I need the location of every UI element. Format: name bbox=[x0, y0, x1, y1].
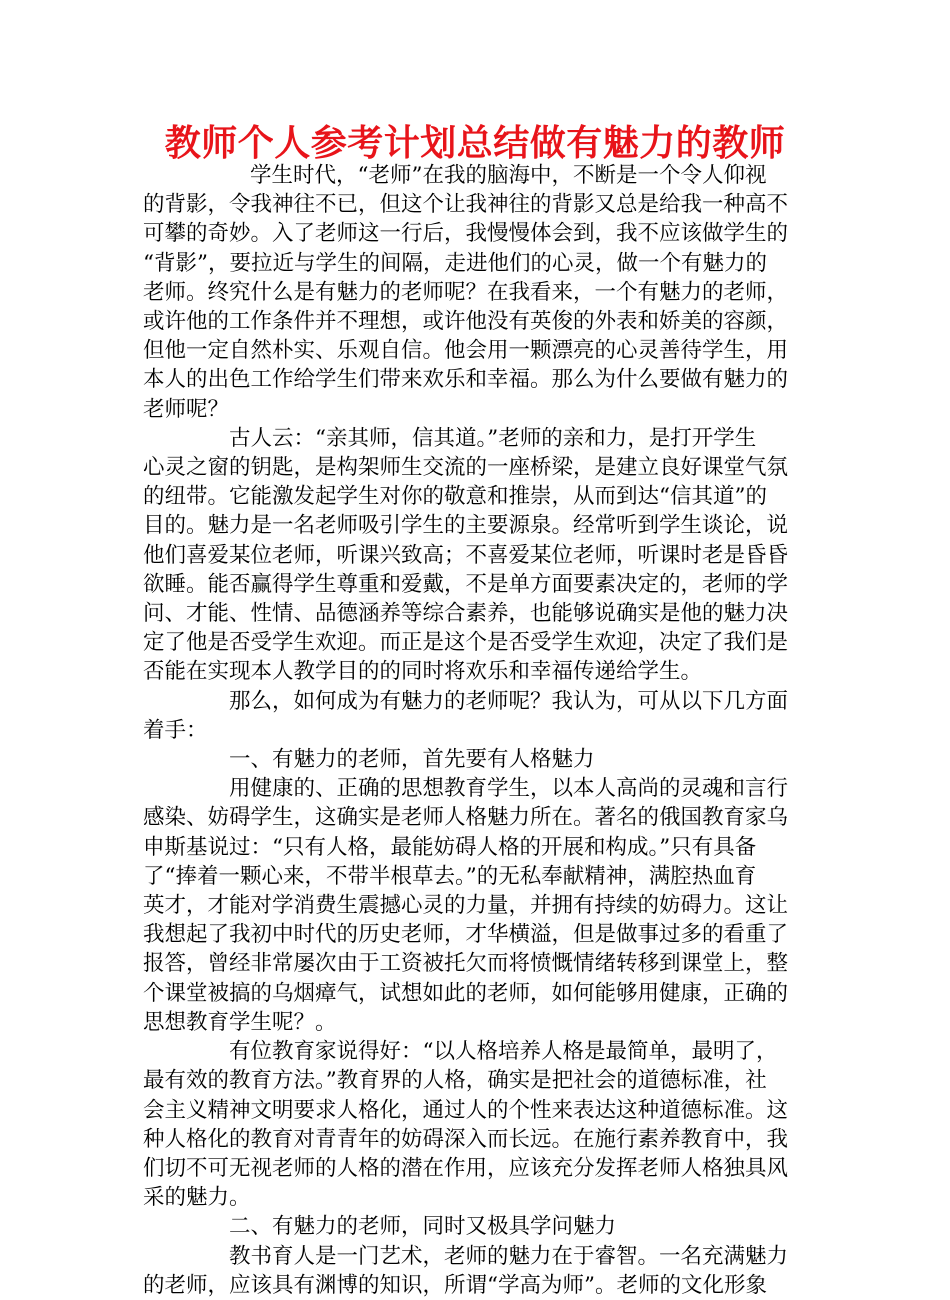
text-line: 们切不可无视老师的人格的潜在作用，应该充分发挥老师人格独具风 bbox=[143, 1155, 789, 1181]
text-line: 申斯基说过：“只有人格，最能妨碍人格的开展和构成。”只有具备 bbox=[143, 834, 757, 860]
text-line: 本人的出色工作给学生们带来欢乐和幸福。那么为什么要做有魅力的 bbox=[143, 367, 789, 393]
text-line: 着手： bbox=[143, 717, 208, 743]
text-line: 有位教育家说得好：“以人格培养人格是最简单，最明了， bbox=[229, 1039, 778, 1065]
text-line: 否能在实现本人教学目的的同时将欢乐和幸福传递给学生。 bbox=[143, 659, 703, 685]
document-title: 教师个人参考计划总结做有魅力的教师 bbox=[164, 123, 786, 164]
text-line: 的老师，应该具有渊博的知识，所谓“学高为师”。老师的文化形象 bbox=[143, 1272, 767, 1298]
text-line: 最有效的教育方法。”教育界的人格，确实是把社会的道德标准，社 bbox=[143, 1068, 767, 1094]
text-line: 老师呢？ bbox=[143, 396, 230, 422]
text-line: 问、才能、性情、品德涵养等综合素养，也能够说确实是他的魅力决 bbox=[143, 601, 789, 627]
text-line: 会主义精神文明要求人格化，通过人的个性来表达这种道德标准。这 bbox=[143, 1097, 789, 1123]
text-line: 了“捧着一颗心来，不带半根草去。”的无私奉献精神，满腔热血育 bbox=[143, 863, 757, 889]
document-body bbox=[143, 161, 811, 1300]
section-heading: 一、有魅力的老师，首先要有人格魅力 bbox=[229, 747, 595, 773]
text-line: 心灵之窗的钥匙，是构架师生交流的一座桥梁，是建立良好课堂气氛 bbox=[143, 455, 789, 481]
text-line: 个课堂被搞的乌烟瘴气，试想如此的老师，如何能够用健康，正确的 bbox=[143, 980, 789, 1006]
text-line: 那么，如何成为有魅力的老师呢？我认为，可从以下几方面 bbox=[229, 688, 789, 714]
text-line: 报答，曾经非常屡次由于工资被托欠而将愤慨情绪转移到课堂上，整 bbox=[143, 951, 789, 977]
text-line: 可攀的奇妙。入了老师这一行后，我慢慢体会到，我不应该做学生的 bbox=[143, 221, 789, 247]
text-line: 的纽带。它能激发起学生对你的敬意和推崇，从而到达“信其道”的 bbox=[143, 484, 767, 510]
section-heading: 二、有魅力的老师，同时又极具学问魅力 bbox=[229, 1214, 617, 1240]
text-line: 或许他的工作条件并不理想，或许他没有英俊的外表和娇美的容颜， bbox=[143, 309, 789, 335]
text-line: 思想教育学生呢？。 bbox=[143, 1009, 337, 1035]
text-line: 但他一定自然朴实、乐观自信。他会用一颗漂亮的心灵善待学生，用 bbox=[143, 338, 789, 364]
text-line: 的背影，令我神往不已，但这个让我神往的背影又总是给我一种高不 bbox=[143, 192, 789, 218]
text-line: 欲睡。能否赢得学生尊重和爱戴，不是单方面要素决定的，老师的学 bbox=[143, 571, 789, 597]
text-line: 教书育人是一门艺术，老师的魅力在于睿智。一名充满魅力 bbox=[229, 1243, 789, 1269]
text-line: 定了他是否受学生欢迎。而正是这个是否受学生欢迎，决定了我们是 bbox=[143, 630, 789, 656]
text-line: 英才，才能对学消费生震撼心灵的力量，并拥有持续的妨碍力。这让 bbox=[143, 893, 789, 919]
text-line: 古人云：“亲其师，信其道。”老师的亲和力，是打开学生 bbox=[229, 425, 757, 451]
text-line: 感染、妨碍学生，这确实是老师人格魅力所在。著名的俄国教育家乌 bbox=[143, 805, 789, 831]
text-line: 种人格化的教育对青青年的妨碍深入而长远。在施行素养教育中，我 bbox=[143, 1126, 789, 1152]
text-line: “背影”，要拉近与学生的间隔，走进他们的心灵，做一个有魅力的 bbox=[143, 250, 767, 276]
text-line: 我想起了我初中时代的历史老师，才华横溢，但是做事过多的看重了 bbox=[143, 922, 789, 948]
text-line: 采的魅力。 bbox=[143, 1185, 251, 1211]
text-line: 目的。魅力是一名老师吸引学生的主要源泉。经常听到学生谈论，说 bbox=[143, 513, 789, 539]
text-line: 老师。终究什么是有魅力的老师呢？在我看来，一个有魅力的老师， bbox=[143, 279, 789, 305]
text-line: 他们喜爱某位老师，听课兴致高；不喜爱某位老师，听课时老是昏昏 bbox=[143, 542, 789, 568]
text-line: 学生时代，“老师”在我的脑海中，不断是一个令人仰视 bbox=[250, 163, 767, 188]
text-line: 用健康的、正确的思想教育学生，以本人高尚的灵魂和言行 bbox=[229, 776, 789, 802]
